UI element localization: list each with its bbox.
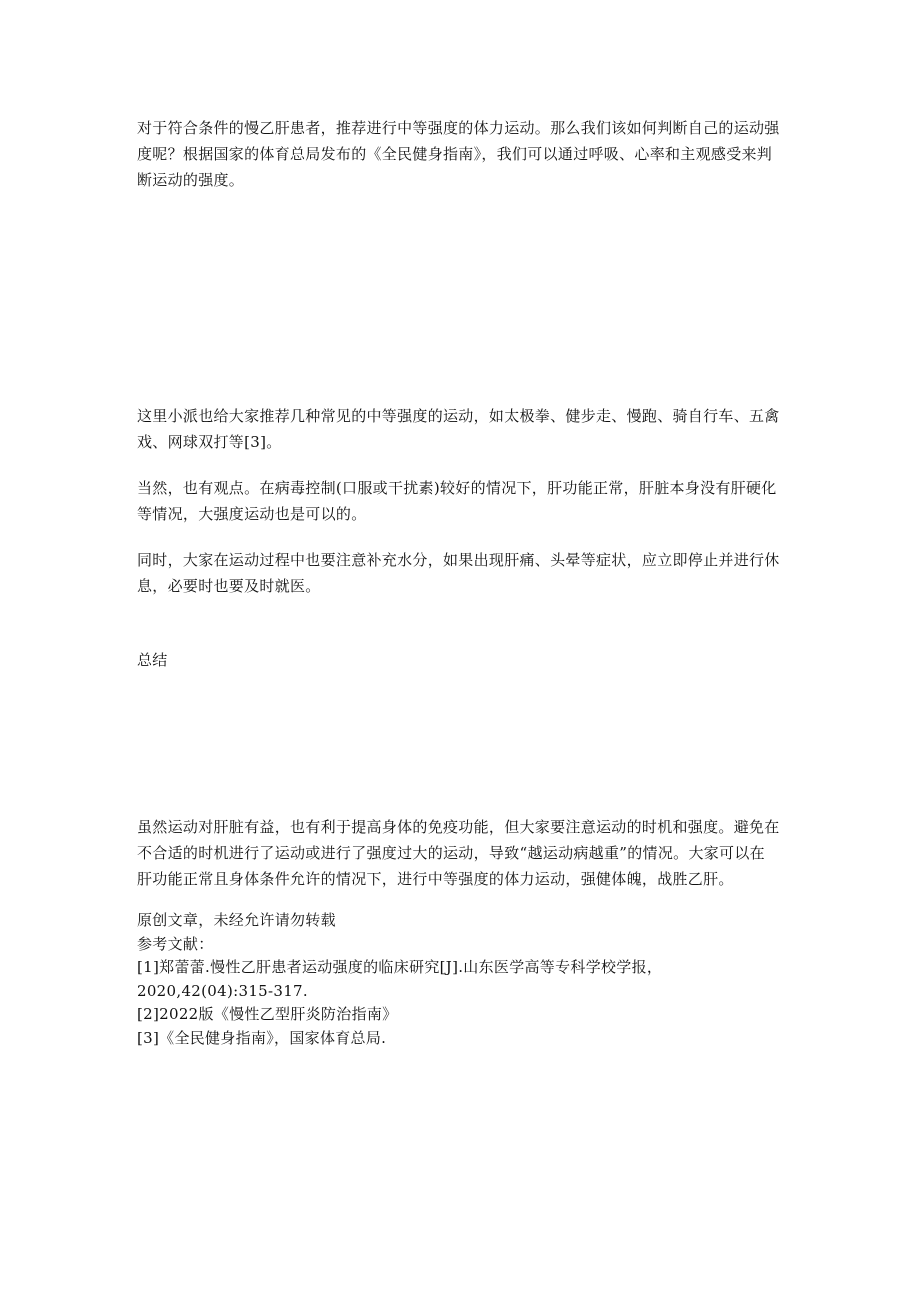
text-line: 对于符合条件的慢乙肝患者，推荐进行中等强度的体力运动。那么我们该如何判断自己的运动强 [137,119,780,137]
text-line: 度呢？根据国家的体育总局发布的《全民健身指南》，我们可以通过呼吸、心率和主观感受来判 [137,145,773,163]
text-line: 断运动的强度。 [137,171,245,189]
text-line: 等情况，大强度运动也是可以的。 [137,505,367,523]
references-heading: 参考文献： [137,934,214,953]
paragraph-exercise-intensity [137,115,787,193]
image-placeholder [137,200,787,395]
paragraph-summary [137,814,787,892]
reference-item: [2]2022版《慢性乙型肝炎防治指南》 [137,1005,398,1023]
text-line: 虽然运动对肝脏有益，也有利于提高身体的免疫功能，但大家要注意运动的时机和强度。避免在 [137,818,780,836]
text-line: 同时，大家在运动过程中也要注意补充水分，如果出现肝痛、头晕等症状，应立即停止并进行休 [137,551,780,569]
reference-item: [1]郑蕾蕾.慢性乙肝患者运动强度的临床研究[J].山东医学高等专科学校学报， [137,958,663,976]
paragraph-recommended-exercises [137,403,787,455]
reference-item: [3]《全民健身指南》，国家体育总局. [137,1028,387,1047]
paragraph-viewpoint [137,475,787,527]
text-line: 肝功能正常且身体条件允许的情况下，进行中等强度的体力运动，强健体魄，战胜乙肝。 [137,870,734,888]
section-heading-summary [137,647,787,673]
reference-item: 2020,42(04):315-317. [137,981,308,1000]
copyright-note: 原创文章，未经允许请勿转载 [137,911,336,929]
text-line: 当然，也有观点。在病毒控制(口服或干扰素)较好的情况下，肝功能正常，肝脏本身没有肝硬化 [137,479,777,497]
paragraph-precautions [137,547,787,599]
text-line: 这里小派也给大家推荐几种常见的中等强度的运动，如太极拳、健步走、慢跑、骑自行车、五禽 [137,407,780,425]
text-line: 不合适的时机进行了运动或进行了强度过大的运动，导致“越运动病越重”的情况。大家可以在 [137,844,765,862]
text-line: 总结 [137,651,168,669]
image-placeholder [137,680,787,800]
text-line: 息，必要时也要及时就医。 [137,577,321,595]
references-block [137,909,787,1050]
text-line: 戏、网球双打等[3]。 [137,433,282,451]
